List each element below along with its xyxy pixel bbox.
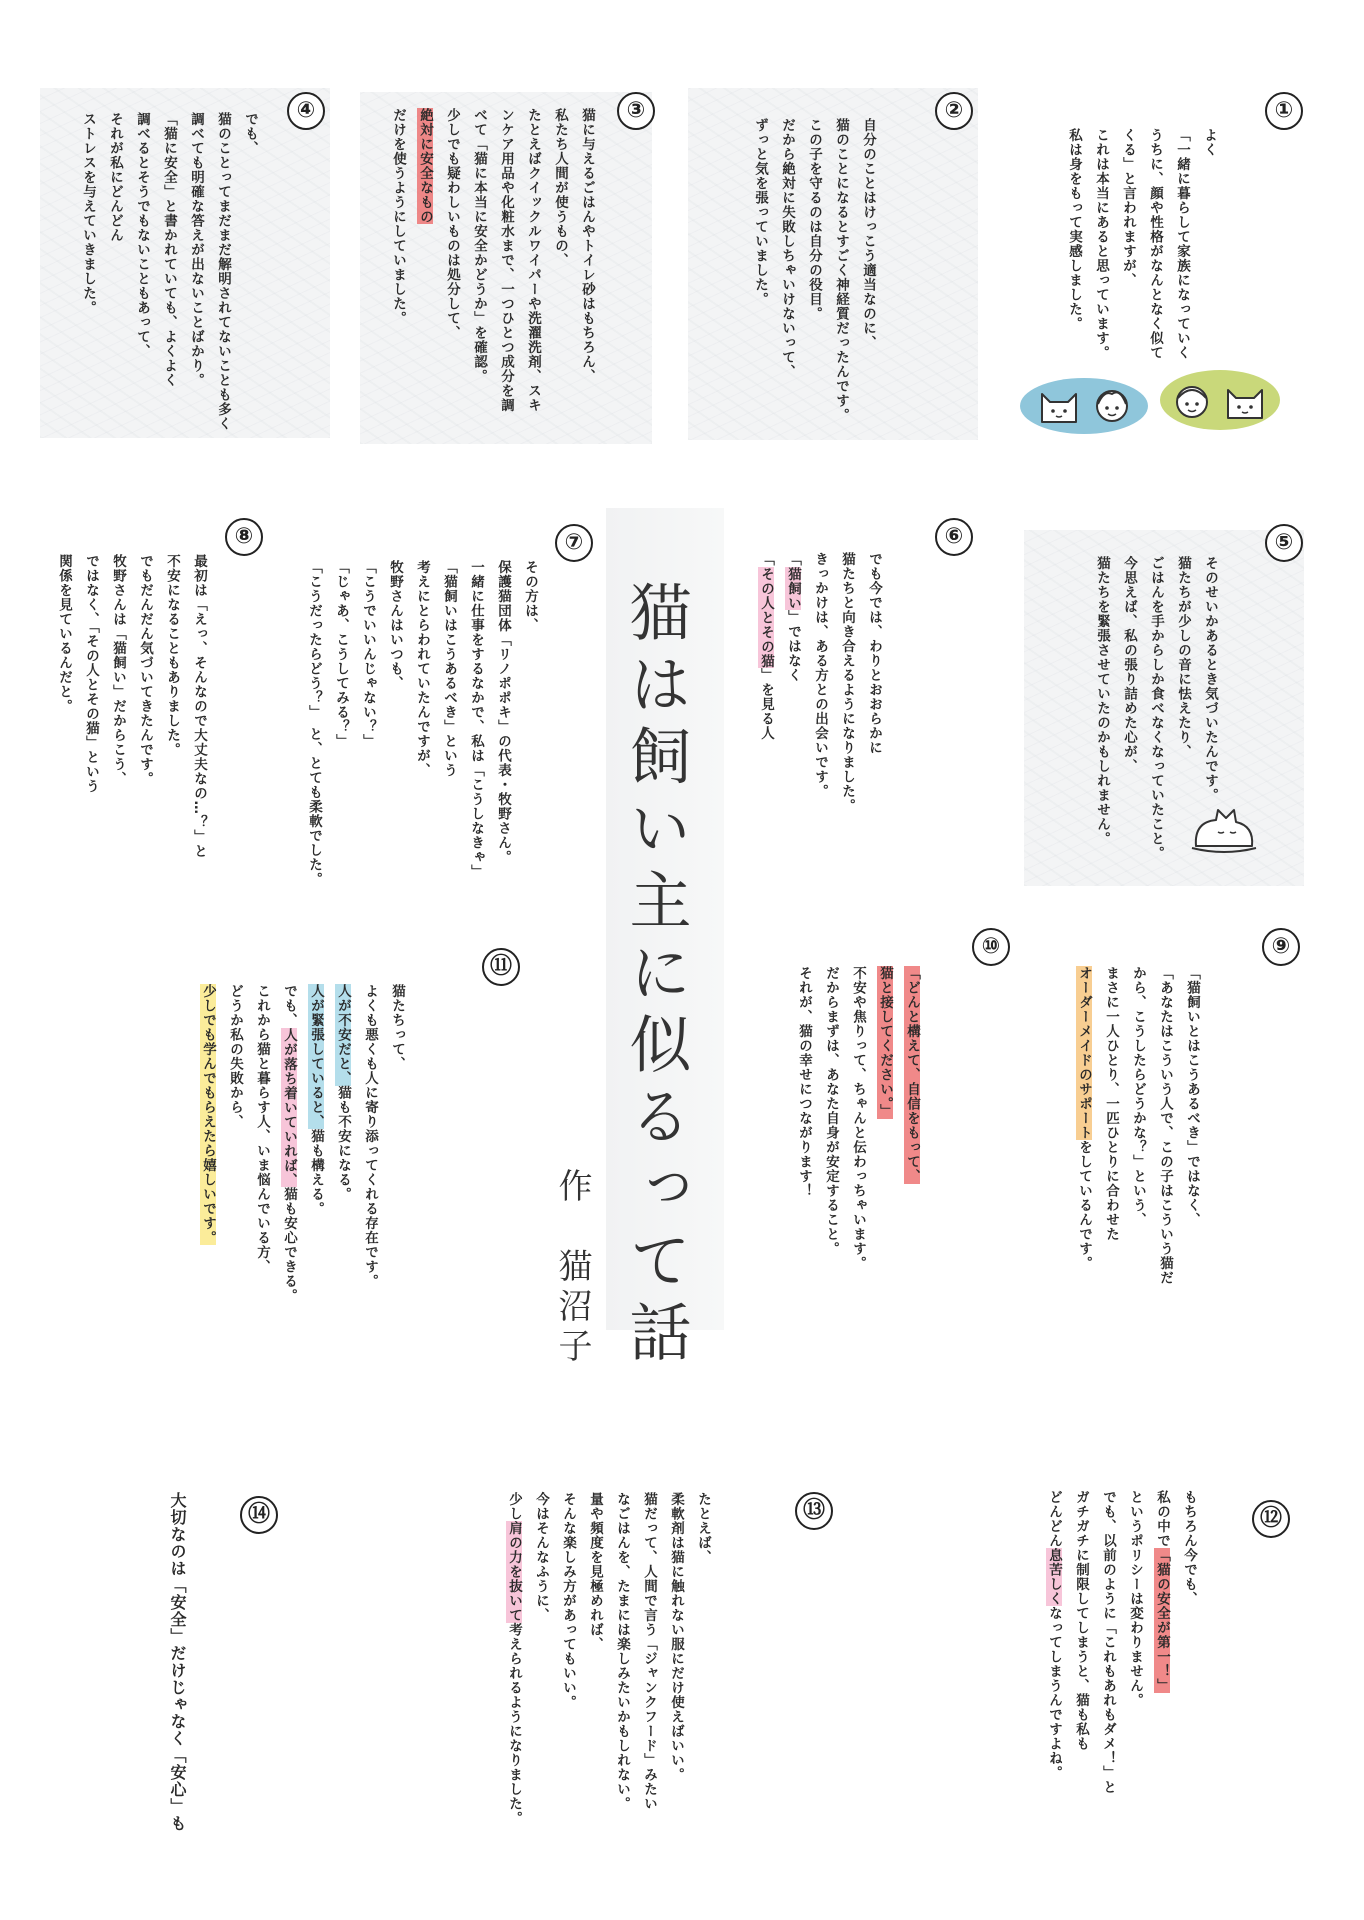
section-number-2: ②: [935, 92, 973, 130]
section-4-text: でも、 猫のことってまだまだ解明されてないことも多く 調べても明確な答えが出ないことばかり。 「猫に安全」と書かれていても、よくよく 調べるとそうでもないこともあって、 それが私にどんどん ストレスを与えていきました。: [80, 112, 258, 431]
section-3-text: 猫に与えるごはんやトイレ砂はもちろん、 私たち人間が使うもの、 たとえばクイックルワイパーや洗濯洗剤、スキ ンケア用品や化粧水まで、一つひとつ成分を調 べて「猫に本当に安全かどうか」を確認。 少しでも疑わしいものは処分して、 絶対に安全なもの だけを使うようにしていました。: [390, 108, 595, 413]
section-8-text: 最初は「えっ、そんなので大丈夫なの…？」と 不安になることもありました。 でもだんだん気づいてきたんです。 牧野さんは「猫飼い」だからこう、 ではなく、「その人とその猫」という 関係を見ているんだと。: [56, 554, 207, 859]
section-2-text: 自分のことはけっこう適当なのに、 猫のことになるとすごく神経質だったんです。 この子を守るのは自分の役目。 だから絶対に失敗しちゃいけないって、 ずっと気を張っていました。: [752, 118, 876, 423]
highlight-human-calm: 人が落ち着いていれば、: [281, 1027, 297, 1187]
highlight-custom-support: オーダーメイドのサポート: [1076, 966, 1092, 1140]
section-number-4: ④: [287, 92, 325, 130]
section-13-text: たとえば、 柔軟剤は猫に触れない服にだけ使えばいい。 猫だって、人間で言う「ジャンクフード」みたい なごはんを、たまには楽しみたいかもしれない。 量や頻度を見極めれば、 そんな楽しみ方があってもいい。 今はそんなふうに、 少し肩の力を抜いて考えられるようになりました。: [506, 1492, 711, 1826]
section-6-text: でも今では、わりとおおらかに 猫たちと向き合えるようになりました。 きっかけは、ある方との出会いです。 「猫飼い」ではなく 「その人とその猫」を見る人: [758, 552, 882, 813]
section-number-11: ⑪: [482, 948, 520, 986]
section-number-9: ⑨: [1262, 928, 1300, 966]
section-number-3: ③: [617, 92, 655, 130]
section-number-1: ①: [1265, 92, 1303, 130]
author-name: 作 猫沼子: [552, 1168, 592, 1368]
section-14-text: 大切なのは「安全」だけじゃなく「安心」も: [168, 1492, 187, 1832]
page-title: 猫は飼い主に似るって話: [619, 580, 692, 1372]
section-number-7: ⑦: [555, 524, 593, 562]
person-face-icon: [1170, 380, 1214, 422]
section-9-text: 「猫飼いとはこうあるべき」ではなく、 「あなたはこういう人で、この子はこういう猫だ から、こうしたらどうかな？」という、 まさに一人ひとり、一匹ひとりに合わせた オーダーメイドのサポートをしているんです。: [1076, 966, 1200, 1285]
section-11-text: 猫たちって、 よくも悪くも人に寄り添ってくれる存在です。 人が不安だと、猫も不安になる。 人が緊張していると、猫も構える。 でも、人が落ち着いていれば、猫も安心できる。 これから猫と暮らす人、いま悩んでいる方、 どうか私の失敗から、 少しでも学んでもらえたら嬉しいです。: [200, 984, 405, 1303]
section-number-12: ⑫: [1252, 1500, 1290, 1538]
section-1-text: よく 「一緒に暮らして家族になっていく うちに、顔や性格がなんとなく似て くる」と言われますが、 これは本当にあると思っています。 私は身をもって実感しました。: [1066, 128, 1217, 360]
highlight-relax-shoulders: 肩の力を抜いて: [506, 1521, 522, 1623]
cat-face-icon: [1036, 386, 1082, 426]
highlight-suffocating: 息苦しく: [1046, 1548, 1062, 1606]
highlight-human-tense: 人が緊張していると、: [308, 984, 324, 1129]
cat-face-icon: [1222, 382, 1268, 422]
section-10-text: 「どんと構えて、自信をもって、 猫と接してください。」 不安や焦りって、ちゃんと伝わっちゃいます。 だからまずは、あなた自身が安定すること。 それが、猫の幸せにつながります！: [796, 966, 920, 1271]
highlight-safe-items: 絶対に安全なもの: [417, 108, 433, 224]
highlight-human-anxious: 人が不安だと、: [335, 984, 351, 1086]
highlight-be-confident: 「どんと構えて、自信をもって、: [904, 966, 920, 1184]
section-7-text: その方は、 保護猫団体「リノポポキ」の代表・牧野さん。 一緒に仕事をするなかで、私は「こうしなきゃ」 「猫飼いはこうあるべき」という 考えにとらわれていたんですが、 牧野さんはいつも、 「こうでいいんじゃない？」 「じゃあ、こうしてみる？」 「こうだったらどう？」 と、とても柔軟でした。: [306, 560, 538, 887]
section-number-6: ⑥: [935, 518, 973, 556]
section-5-text: そのせいかあるとき気づいたんです。 猫たちが少しの音に怯えたり、 ごはんを手からしか食べなくなっていたこと。 今思えば、私の張り詰めた心が、 猫たちを緊張させていたのかもしれません。: [1094, 556, 1218, 861]
highlight-cat-owner: 猫飼い: [785, 566, 801, 610]
highlight-safety-first: 「猫の安全が第一！」: [1154, 1548, 1170, 1693]
section-number-10: ⑩: [972, 928, 1010, 966]
highlight-person-and-cat: その人とその猫: [758, 566, 774, 668]
highlight-happy-to-learn: 少しでも学んでもらえたら嬉しいです。: [200, 984, 216, 1245]
section-number-14: ⑭: [240, 1496, 278, 1534]
person-face-icon: [1090, 384, 1134, 426]
section-number-5: ⑤: [1265, 524, 1303, 562]
section-number-13: ⑬: [795, 1492, 833, 1530]
section-number-8: ⑧: [225, 518, 263, 556]
section-12-text: もちろん今でも、 私の中で「猫の安全が第一！」 というポリシーは変わりません。 でも、以前のように「これもあれもダメ！」と ガチガチに制限してしまうと、猫も私も どんどん息苦しくなってしまうんですよね。: [1046, 1490, 1197, 1795]
sleeping-cat-icon: [1188, 800, 1260, 856]
highlight-treat-cat: 猫と接してください。」: [877, 966, 893, 1119]
